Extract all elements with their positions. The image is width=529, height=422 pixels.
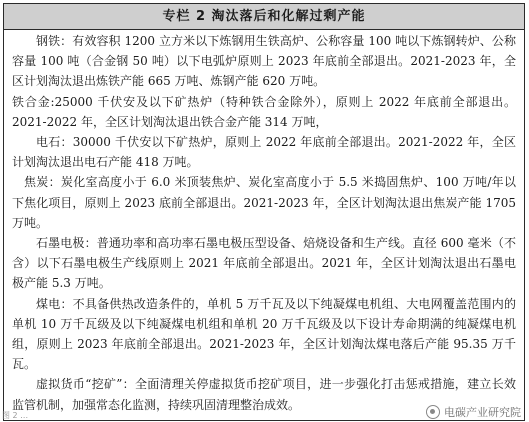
column-title: 专栏 2 淘汰落后和化解过剩产能 — [4, 4, 524, 30]
policy-column-box — [3, 3, 525, 421]
source-mark: 图 2 … — [2, 411, 29, 420]
paragraph-calcium-carbide: 电石：30000 千伏安以下矿热炉，原则上 2022 年底前全部退出。2021-2022 年，全区计划淘汰退出电石产能 418 万吨。 — [12, 135, 516, 170]
watermark — [426, 404, 521, 420]
wechat-logo-icon — [426, 405, 440, 419]
paragraph-ferroalloy: 铁合金:25000 千伏安及以下矿热炉（特种铁合金除外），原则上 2022 年底前全部退出。2021-2022 年，全区计划淘汰退出铁合金产能 314 万吨， — [12, 94, 516, 129]
watermark-text: 电碳产业研究院 — [444, 406, 521, 419]
column-body — [4, 30, 524, 415]
paragraph-crypto-mining: 虚拟货币“挖矿”：全面清理关停虚拟货币挖矿项目，进一步强化打击惩戒措施，建立长效监管机制，加强常态化监测，持续巩固清理整治成效。 — [12, 377, 516, 412]
paragraph-steel: 钢铁：有效容积 1200 立方米以下炼钢用生铁高炉、公称容量 100 吨以下炼钢转炉、公称容量 100 吨（合金钢 50 吨）以下电弧炉原则上 2023 年底前全部退出。2021-2023 年，全区计划淘汰退出炼铁产能 665 万吨、炼钢产能 620 万吨。 — [12, 34, 516, 89]
paragraph-coke: 焦炭：炭化室高度小于 6.0 米顶装焦炉、炭化室高度小于 5.5 米捣固焦炉、100 万吨/年以下焦化项目，原则上 2023 底前全部退出。2021-2023 年，全区计划淘汰退出焦炭产能 1705 万吨。 — [12, 175, 516, 230]
paragraph-graphite-electrode: 石墨电极：普通功率和高功率石墨电极压型设备、焙烧设备和生产线。直径 600 毫米（不含）以下石墨电极生产线原则上 2021 年底前全部退出。2021 年，全区计划淘汰退出石墨电极产能 5.3 万吨。 — [12, 236, 516, 291]
paragraph-coal-power: 煤电：不具备供热改造条件的，单机 5 万千瓦及以下纯凝煤电机组、大电网覆盖范围内的单机 10 万千瓦级及以下纯凝煤电机组和单机 20 万千瓦级及以下设计寿命期满的纯凝煤电机组，原则上 2023 年底前全部退出。2021-2023 年，全区计划淘汰煤电落后产能 95.35 万千瓦。 — [12, 296, 516, 372]
